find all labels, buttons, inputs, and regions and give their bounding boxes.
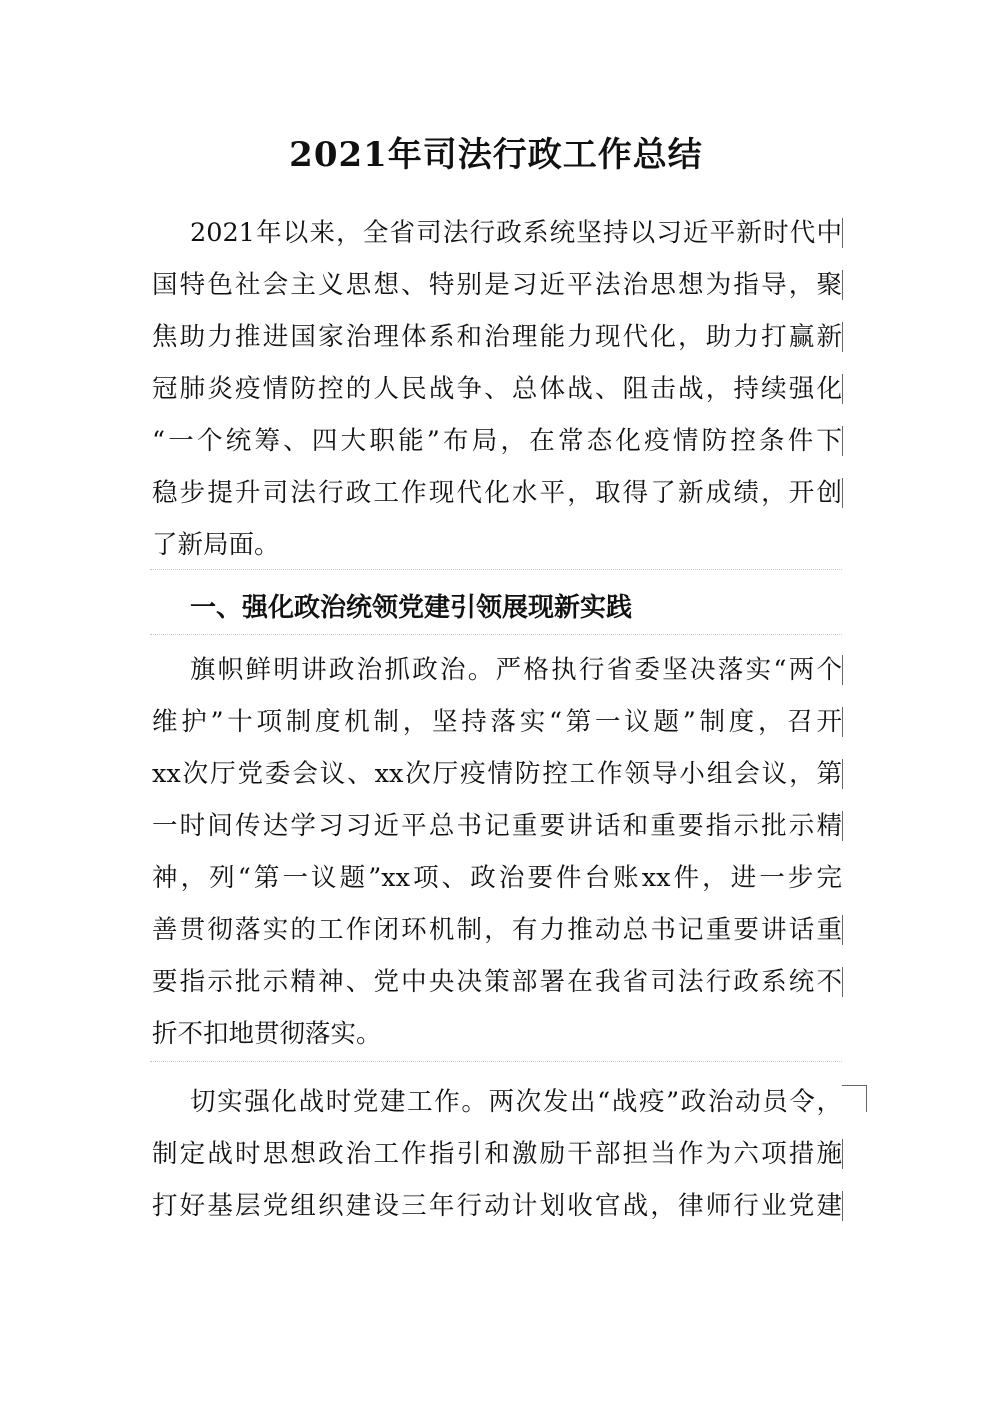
text-boundary-mark — [842, 1191, 843, 1221]
text-boundary-mark — [842, 707, 843, 737]
intro-line-7: 了新局面。 — [152, 530, 280, 560]
section1-para1-line-8: 折不扣地贯彻落实。 — [152, 1019, 382, 1049]
paragraph-divider — [150, 1061, 842, 1062]
section1-para1-line-2: 维护”十项制度机制，坚持落实“第一议题”制度，召开 — [152, 707, 842, 737]
intro-line-6: 稳步提升司法行政工作现代化水平，取得了新成绩，开创 — [152, 478, 842, 508]
text-boundary-mark — [842, 426, 843, 456]
paragraph-divider — [150, 569, 842, 570]
text-boundary-mark — [842, 967, 843, 997]
section1-para1-line-4: 一时间传达学习习近平总书记重要讲话和重要指示批示精 — [152, 811, 842, 841]
text-boundary-mark — [842, 270, 843, 300]
text-boundary-mark — [842, 374, 843, 404]
text-boundary-mark — [842, 759, 843, 789]
paragraph-divider — [150, 634, 842, 635]
section1-para2-line-3: 打好基层党组织建设三年行动计划收官战，律师行业党建 — [152, 1191, 842, 1221]
intro-line-3: 焦助力推进国家治理体系和治理能力现代化，助力打赢新 — [152, 322, 842, 352]
text-boundary-corner-mark — [842, 1085, 867, 1112]
intro-line-5: “一个统筹、四大职能”布局，在常态化疫情防控条件下 — [152, 426, 842, 456]
text-boundary-mark — [842, 811, 843, 841]
text-boundary-mark — [842, 218, 843, 248]
text-boundary-mark — [842, 478, 843, 508]
section1-para1-line-6: 善贯彻落实的工作闭环机制，有力推动总书记重要讲话重 — [152, 915, 842, 945]
section1-para2-line-2: 制定战时思想政治工作指引和激励干部担当作为六项措施 — [152, 1139, 842, 1169]
section1-para1-line-5: 神，列“第一议题”xx项、政治要件台账xx件，进一步完 — [152, 863, 842, 893]
section-heading: 一、强化政治统领党建引领展现新实践 — [190, 593, 633, 623]
text-boundary-mark — [842, 655, 843, 685]
intro-line-1: 2021年以来，全省司法行政系统坚持以习近平新时代中 — [190, 218, 842, 248]
document-title: 2021年司法行政工作总结 — [289, 135, 703, 175]
section1-para2-line-1: 切实强化战时党建工作。两次发出“战疫”政治动员令， — [190, 1087, 842, 1117]
intro-line-2: 国特色社会主义思想、特别是习近平法治思想为指导，聚 — [152, 270, 842, 300]
text-boundary-mark — [842, 915, 843, 945]
section1-para1-line-3: xx次厅党委会议、xx次厅疫情防控工作领导小组会议，第 — [152, 759, 842, 789]
section1-para1-line-1: 旗帜鲜明讲政治抓政治。严格执行省委坚决落实“两个 — [190, 655, 842, 685]
text-boundary-mark — [842, 322, 843, 352]
section1-para1-line-7: 要指示批示精神、党中央决策部署在我省司法行政系统不 — [152, 967, 842, 997]
intro-line-4: 冠肺炎疫情防控的人民战争、总体战、阻击战，持续强化 — [152, 374, 842, 404]
text-boundary-mark — [842, 1139, 843, 1169]
